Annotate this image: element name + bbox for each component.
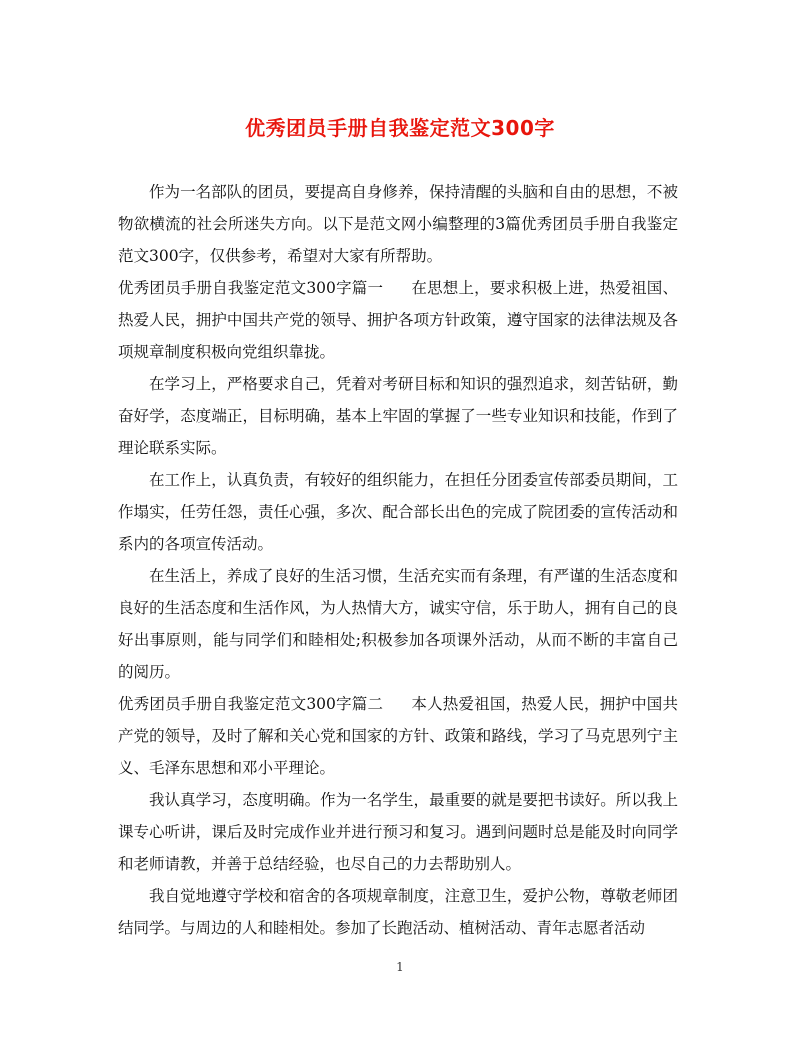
section-1-paragraph-study: 在学习上，严格要求自己，凭着对考研目标和知识的强烈追求，刻苦钻研，勤奋好学，态度端正，目标明确，基本上牢固的掌握了一些专业知识和技能，作到了理论联系实际。 bbox=[118, 375, 678, 457]
section-1-lead-text: 在思想上，要求积极上进，热爱祖国、热爱人民，拥护中国共产党的领导、拥护各项方针政策，遵守国家的法律法规及各项规章制度积极向党组织靠拢。 bbox=[118, 279, 678, 361]
section-1-paragraph-life: 在生活上，养成了良好的生活习惯，生活充实而有条理，有严谨的生活态度和良好的生活态度和生活作风，为人热情大方，诚实守信，乐于助人，拥有自己的良好出事原则，能与同学们和睦相处;积极参加各项课外活动，从而不断的丰富自己的阅历。 bbox=[118, 567, 678, 681]
section-1-lead-paragraph bbox=[118, 272, 678, 368]
document-body bbox=[118, 176, 678, 944]
section-1-heading: 优秀团员手册自我鉴定范文300字篇一 bbox=[118, 279, 384, 297]
section-2-lead-paragraph bbox=[118, 688, 678, 784]
intro-paragraph: 作为一名部队的团员，要提高自身修养，保持清醒的头脑和自由的思想，不被物欲横流的社会所迷失方向。以下是范文网小编整理的3篇优秀团员手册自我鉴定范文300字，仅供参考，希望对大家有所帮助。 bbox=[118, 183, 678, 265]
section-1-paragraph-work: 在工作上，认真负责，有较好的组织能力，在担任分团委宣传部委员期间，工作塌实，任劳任怨，责任心强，多次、配合部长出色的完成了院团委的宣传活动和系内的各项宣传活动。 bbox=[118, 471, 678, 553]
document-title: 优秀团员手册自我鉴定范文300字 bbox=[245, 116, 555, 140]
section-2-paragraph-study: 我认真学习，态度明确。作为一名学生，最重要的就是要把书读好。所以我上课专心听讲，课后及时完成作业并进行预习和复习。遇到问题时总是能及时向同学和老师请教，并善于总结经验，也尽自己的力去帮助别人。 bbox=[118, 791, 678, 873]
section-2-lead-text: 本人热爱祖国，热爱人民，拥护中国共产党的领导，及时了解和关心党和国家的方针、政策和路线，学习了马克思列宁主义、毛泽东思想和邓小平理论。 bbox=[118, 695, 678, 777]
section-2-paragraph-rules: 我自觉地遵守学校和宿舍的各项规章制度，注意卫生，爱护公物，尊敬老师团结同学。与周边的人和睦相处。参加了长跑活动、植树活动、青年志愿者活动 bbox=[118, 887, 678, 937]
page-number: 1 bbox=[396, 960, 404, 974]
section-2-heading: 优秀团员手册自我鉴定范文300字篇二 bbox=[118, 695, 384, 713]
